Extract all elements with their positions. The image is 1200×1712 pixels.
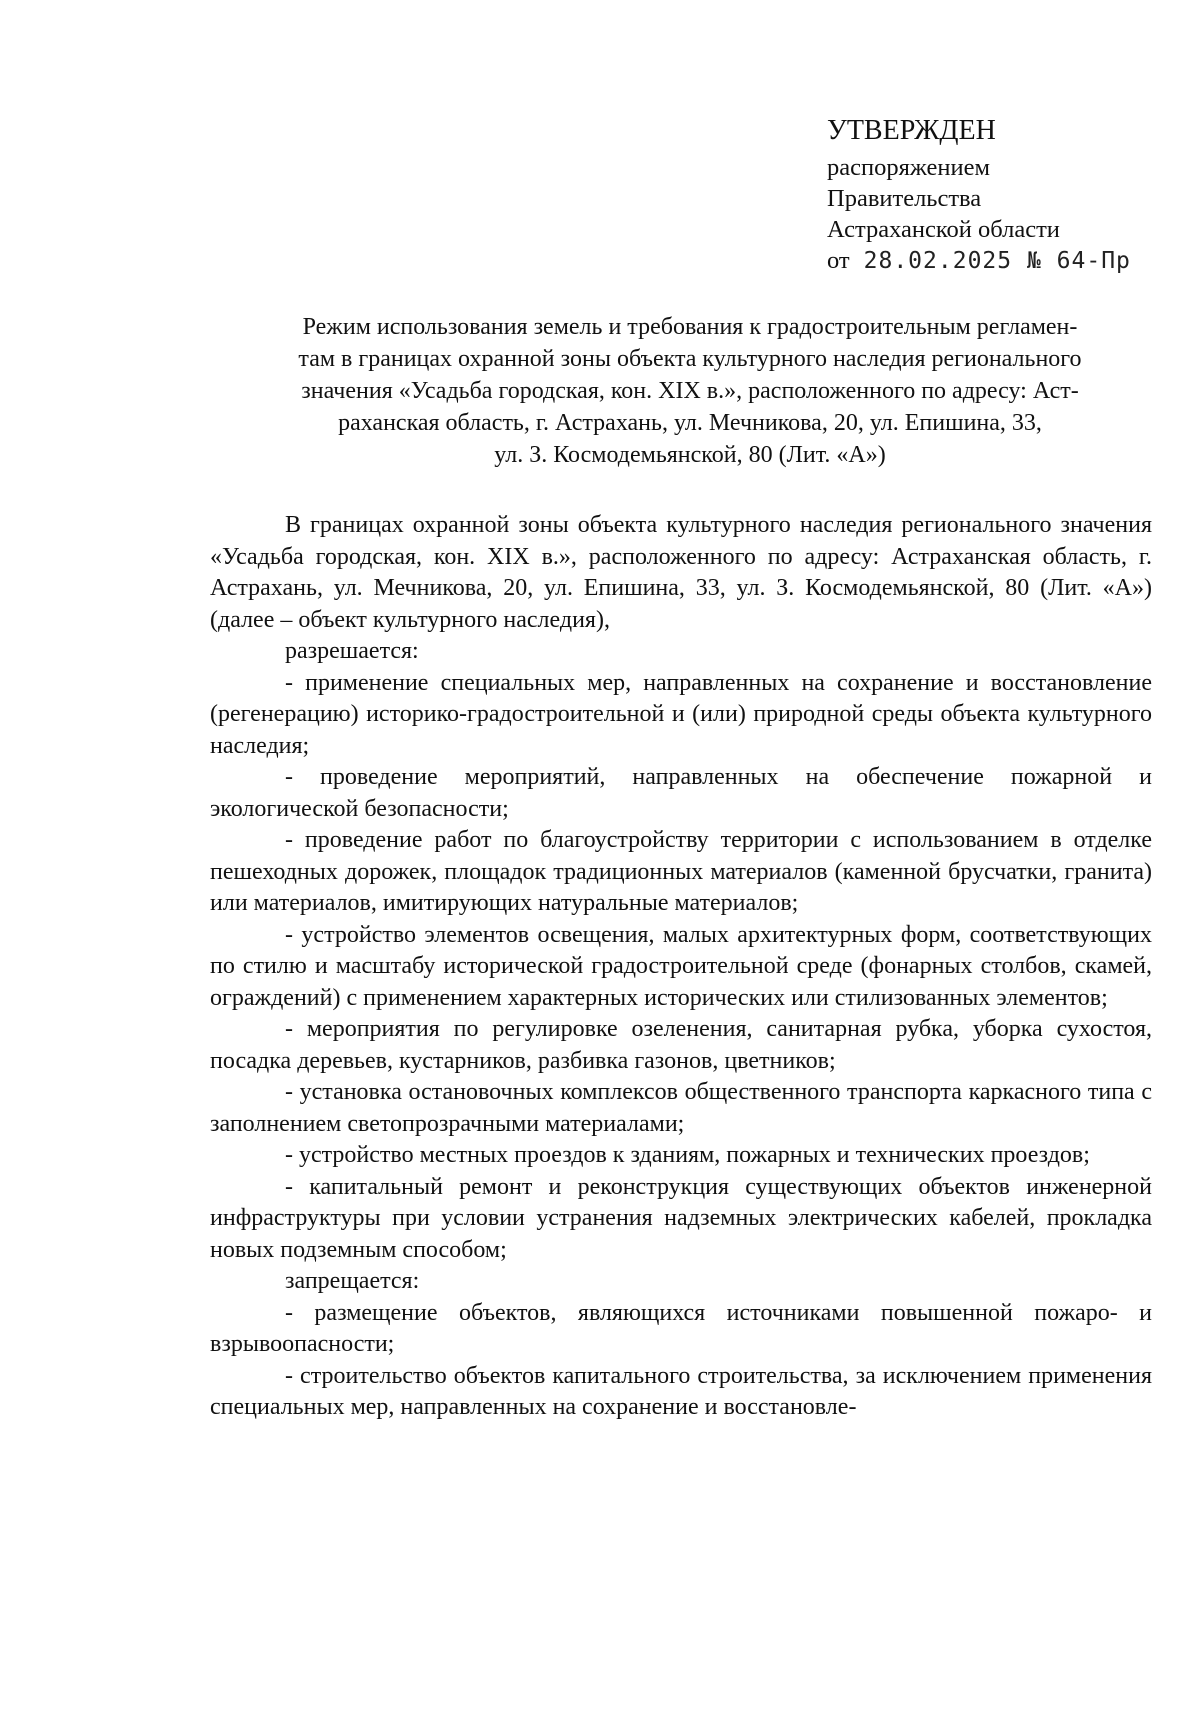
intro-paragraph: В границах охранной зоны объекта культурного наследия регионального значения «Усадьба городская, кон. XIX в.», расположенного по адресу: Астраханская область, г. Астрахань, ул. Мечникова, 20, ул. Епишина, 33, ул. З. Космодемьянской, 80 (Лит. «А») (далее – объект культурного наследия), (210, 512, 1152, 633)
approval-line-2: Правительства (827, 185, 982, 212)
allowed-item: - установка остановочных комплексов общественного транспорта каркасного типа с заполнением светопрозрачными материалами; (210, 1079, 1152, 1137)
approval-date-prefix: от (827, 247, 850, 274)
title-line: там в границах охранной зоны объекта культурного наследия регионального (298, 346, 1082, 372)
allowed-item: - устройство элементов освещения, малых архитектурных форм, соответствующих по стилю и масштабу исторической градостроительной среде (фонарных столбов, скамей, ограждений) с применением характерных исторических или стилизованных элементов; (210, 921, 1152, 1011)
allowed-item: - мероприятия по регулировке озеленения, санитарная рубка, уборка сухостоя, посадка деревьев, кустарников, разбивка газонов, цветников; (210, 1016, 1152, 1074)
allowed-item: - применение специальных мер, направленных на сохранение и восстановление (регенерацию) историко-градостроительной и (или) природной среды объекта культурного наследия; (210, 669, 1152, 759)
allowed-item: - проведение работ по благоустройству территории с использованием в отделке пешеходных дорожек, площадок традиционных материалов (каменной брусчатки, гранита) или материалов, имитирующих натуральные материалов; (210, 827, 1152, 916)
forbidden-item: - размещение объектов, являющихся источниками повышенной пожаро- и взрывоопасности; (210, 1299, 1152, 1357)
approval-date-line (827, 245, 1167, 277)
approval-date-number: 28.02.2025 № 64-Пр (863, 248, 1131, 274)
allowed-item: - устройство местных проездов к зданиям, пожарных и технических проездов; (285, 1142, 1090, 1168)
title-line: раханская область, г. Астрахань, ул. Мечникова, 20, ул. Епишина, 33, (338, 410, 1042, 436)
forbidden-item: - строительство объектов капитального строительства, за исключением применения специальных мер, направленных на сохранение и восстановле- (210, 1362, 1152, 1420)
forbidden-label: запрещается: (285, 1268, 420, 1294)
approval-line-1: распоряжением (827, 154, 990, 181)
approval-line-3: Астраханской области (827, 216, 1060, 243)
document-body (210, 510, 1152, 1424)
allowed-label: разрешается: (285, 638, 419, 664)
allowed-item: - проведение мероприятий, направленных на обеспечение пожарной и экологической безопасности; (210, 764, 1152, 822)
title-line: Режим использования земель и требования к градостроительным регламен- (302, 314, 1078, 340)
allowed-item: - капитальный ремонт и реконструкция существующих объектов инженерной инфраструктуры при условии устранения надземных электрических кабелей, прокладка новых подземным способом; (210, 1173, 1152, 1263)
title-line: значения «Усадьба городская, кон. XIX в.», расположенного по адресу: Аст- (301, 378, 1079, 404)
approval-heading: УТВЕРЖДЕН (827, 115, 996, 146)
document-title (210, 311, 1170, 471)
title-line: ул. З. Космодемьянской, 80 (Лит. «А») (494, 442, 886, 468)
approval-stamp (827, 110, 1167, 277)
